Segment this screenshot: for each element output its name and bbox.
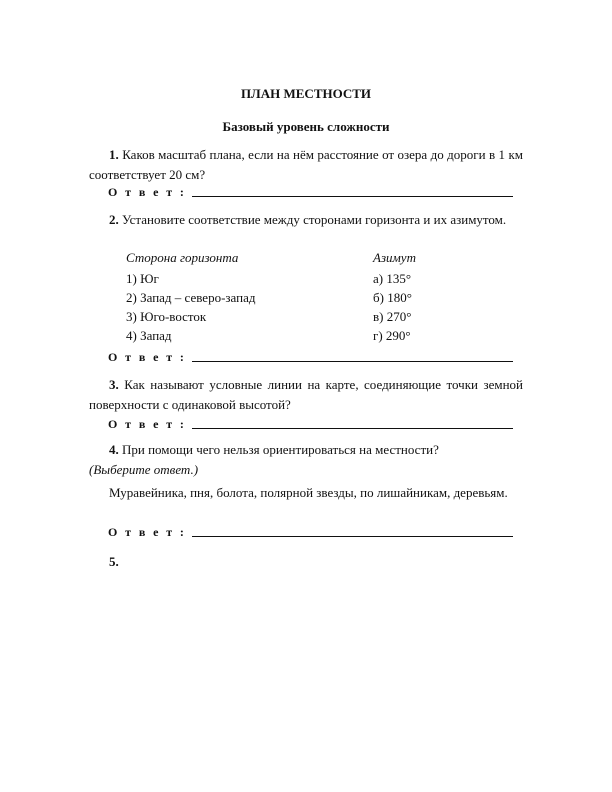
table-cell-side: 3) Юго-восток <box>126 309 207 324</box>
answer-3 <box>108 412 513 432</box>
question-2 <box>89 210 523 230</box>
page-title: ПЛАН МЕСТНОСТИ <box>240 86 372 101</box>
table-row <box>89 309 523 327</box>
question-1-text: Каков масштаб плана, если на нём расстояние от озера до дороги в 1 км соответствует 20 см? <box>89 147 524 182</box>
question-4-text: При помощи чего нельзя ориентироваться на местности? <box>122 442 439 457</box>
table-header-azimuth: Азимут <box>373 250 416 265</box>
question-5 <box>89 552 523 572</box>
answer-1-label: О т в е т : <box>108 185 187 199</box>
answer-2-label: О т в е т : <box>108 350 187 364</box>
page-subtitle: Базовый уровень сложности <box>222 119 390 134</box>
table-cell-side: 1) Юг <box>126 271 159 286</box>
question-4-hint: (Выберите ответ.) <box>89 462 199 477</box>
question-4-number: 4. <box>109 442 119 457</box>
question-2-number: 2. <box>109 212 119 227</box>
answer-4-label: О т в е т : <box>108 525 187 539</box>
question-4-options: Муравейника, пня, болота, полярной звезды, по лишайникам, деревьям. <box>109 485 508 500</box>
question-4 <box>89 440 523 480</box>
answer-2-line[interactable] <box>192 361 513 362</box>
table-cell-side: 4) Запад <box>126 328 172 343</box>
question-2-text: Установите соответствие между сторонами горизонта и их азимутом. <box>122 212 507 227</box>
table-row <box>89 328 523 346</box>
table-header-side: Сторона горизонта <box>126 250 239 265</box>
question-5-number: 5. <box>109 554 119 569</box>
table-cell-side: 2) Запад – северо-запад <box>126 290 256 305</box>
table-cell-azimuth: в) 270° <box>373 309 412 324</box>
table-cell-azimuth: г) 290° <box>373 328 411 343</box>
table-row <box>89 271 523 289</box>
answer-1 <box>108 180 513 200</box>
question-1-number: 1. <box>109 147 119 162</box>
answer-1-line[interactable] <box>192 196 513 197</box>
table-row <box>89 290 523 308</box>
answer-4 <box>108 520 513 540</box>
answer-2 <box>108 345 513 365</box>
answer-3-line[interactable] <box>192 428 513 429</box>
table-header-row <box>89 250 523 268</box>
question-3-text: Как называют условные линии на карте, соединяющие точки земной поверхности с одинаковой высотой? <box>89 377 523 412</box>
answer-4-line[interactable] <box>192 536 513 537</box>
answer-3-label: О т в е т : <box>108 417 187 431</box>
table-cell-azimuth: б) 180° <box>373 290 412 305</box>
question-3-number: 3. <box>109 377 119 392</box>
question-1 <box>89 145 523 185</box>
table-cell-azimuth: а) 135° <box>373 271 412 286</box>
question-3 <box>89 375 523 415</box>
